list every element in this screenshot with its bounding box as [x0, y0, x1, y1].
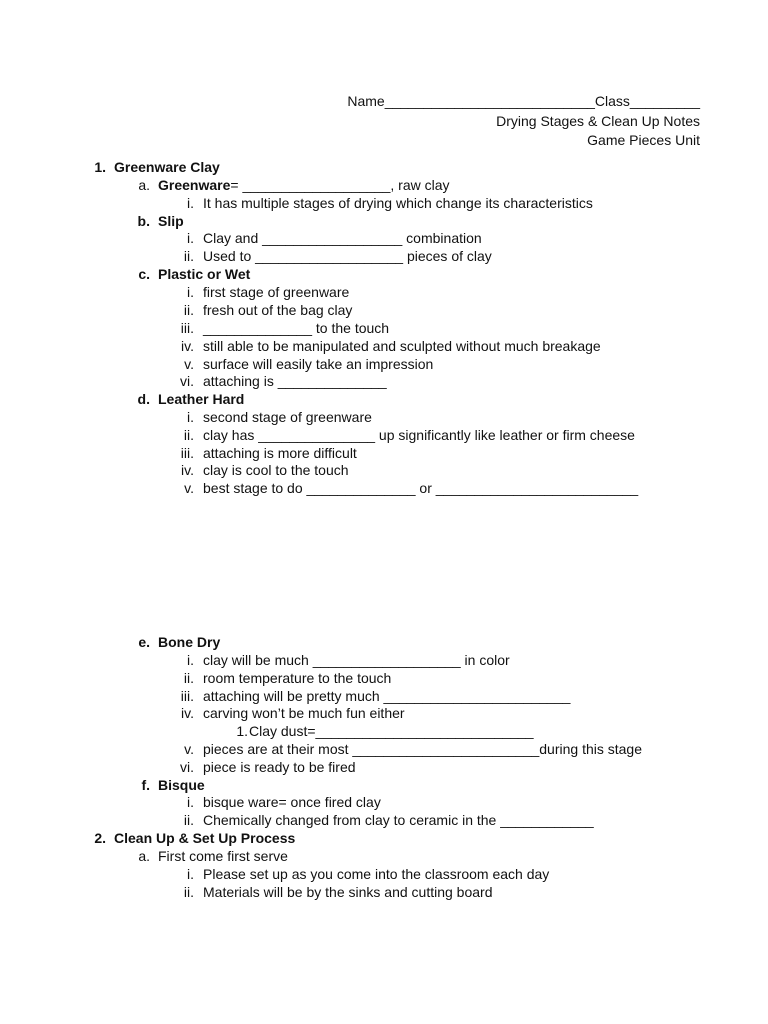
list-marker: f. — [141, 777, 150, 793]
list-item: surface will easily take an impression — [203, 356, 434, 372]
list-marker: b. — [137, 213, 150, 229]
list-marker: ii. — [183, 812, 194, 828]
list-marker: iii. — [180, 320, 194, 336]
list-item: pieces are at their most ________________________during this stage — [203, 741, 642, 757]
term-label: Greenware — [158, 177, 231, 193]
list-marker: iv. — [181, 338, 194, 354]
section-heading: Bone Dry — [158, 634, 221, 650]
list-marker: i. — [187, 866, 194, 882]
list-marker: i. — [187, 409, 194, 425]
list-marker: ii. — [183, 670, 194, 686]
section-heading: Leather Hard — [158, 391, 245, 407]
list-marker: a. — [138, 848, 150, 864]
list-item: First come first serve — [158, 848, 288, 864]
list-marker: c. — [138, 266, 150, 282]
item-text: = ___________________, raw clay — [230, 177, 450, 193]
list-marker: i. — [187, 652, 194, 668]
list-marker: v. — [184, 480, 194, 496]
list-marker: i. — [187, 284, 194, 300]
list-marker: iv. — [181, 462, 194, 478]
list-item: carving won’t be much fun either — [203, 705, 405, 721]
list-item: Used to ___________________ pieces of clay — [203, 248, 492, 264]
section-heading: Clean Up & Set Up Process — [114, 830, 296, 846]
section-heading: Bisque — [158, 777, 205, 793]
list-marker: iii. — [180, 445, 194, 461]
list-marker: i. — [187, 230, 194, 246]
list-marker: 1. — [94, 159, 106, 175]
list-item: piece is ready to be fired — [203, 759, 356, 775]
list-marker: 1. — [236, 723, 248, 739]
section-heading: Slip — [158, 213, 184, 229]
list-item: clay has _______________ up significantly like leather or firm cheese — [203, 427, 635, 443]
list-item: clay will be much ___________________ in color — [203, 652, 510, 668]
list-marker: i. — [187, 794, 194, 810]
list-item: still able to be manipulated and sculpted without much breakage — [203, 338, 601, 354]
list-marker: v. — [184, 741, 194, 757]
unit-title: Game Pieces Unit — [587, 132, 700, 148]
section-heading: Plastic or Wet — [158, 266, 251, 282]
list-marker: iii. — [180, 688, 194, 704]
list-marker: d. — [137, 391, 150, 407]
list-item: clay is cool to the touch — [203, 462, 349, 478]
list-marker: iv. — [181, 705, 194, 721]
list-marker: a. — [138, 177, 150, 193]
name-class-line: Name___________________________Class_________ — [347, 93, 700, 109]
list-item: Clay and __________________ combination — [203, 230, 482, 246]
list-item: bisque ware= once fired clay — [203, 794, 381, 810]
list-marker: vi. — [180, 759, 194, 775]
list-item: room temperature to the touch — [203, 670, 392, 686]
list-marker: i. — [187, 195, 194, 211]
list-marker: ii. — [183, 248, 194, 264]
list-item: first stage of greenware — [203, 284, 350, 300]
list-item: Please set up as you come into the classroom each day — [203, 866, 550, 882]
list-item: It has multiple stages of drying which change its characteristics — [203, 195, 593, 211]
list-marker: 2. — [94, 830, 106, 846]
list-item: attaching is ______________ — [203, 373, 387, 389]
list-item: Materials will be by the sinks and cutting board — [203, 884, 493, 900]
section-heading: Greenware Clay — [114, 159, 220, 175]
list-item — [158, 176, 450, 194]
list-marker: e. — [138, 634, 150, 650]
list-item: ______________ to the touch — [203, 320, 390, 336]
list-marker: ii. — [183, 427, 194, 443]
list-item: attaching will be pretty much ________________________ — [203, 688, 571, 704]
list-item: Chemically changed from clay to ceramic in the ____________ — [203, 812, 594, 828]
list-marker: ii. — [183, 884, 194, 900]
list-item: Clay dust=____________________________ — [249, 723, 534, 739]
list-marker: vi. — [180, 373, 194, 389]
list-item: attaching is more difficult — [203, 445, 357, 461]
list-item: second stage of greenware — [203, 409, 372, 425]
document-title: Drying Stages & Clean Up Notes — [496, 113, 700, 129]
list-item: best stage to do ______________ or __________________________ — [203, 480, 639, 496]
list-marker: ii. — [183, 302, 194, 318]
list-marker: v. — [184, 356, 194, 372]
list-item: fresh out of the bag clay — [203, 302, 353, 318]
